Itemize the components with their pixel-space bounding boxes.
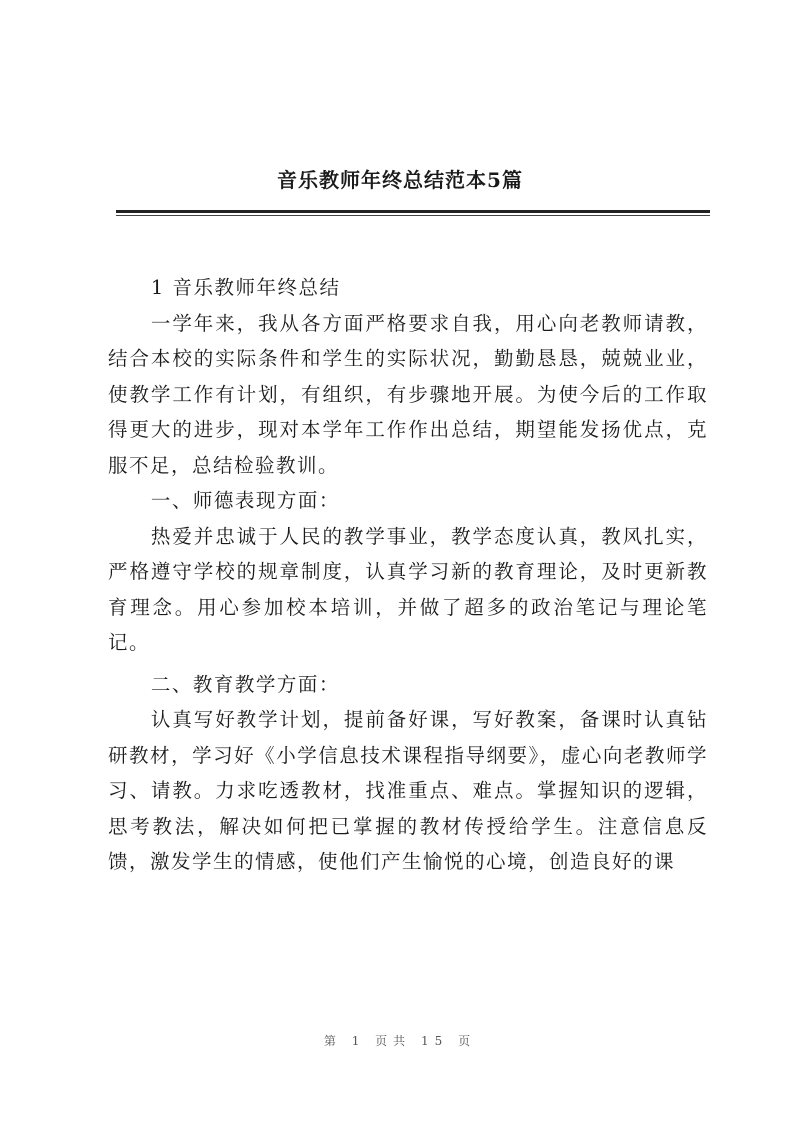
page-label-suffix: 页 xyxy=(458,1034,477,1048)
section-heading: 一、师德表现方面： xyxy=(150,489,340,512)
page-title: 音乐教师年终总结范本5篇 xyxy=(277,168,523,192)
title-divider xyxy=(116,210,710,213)
current-page-number: 1 xyxy=(351,1034,366,1048)
body-paragraph: 热爱并忠诚于人民的教学事业，教学态度认真，教风扎实，严格遵守学校的规章制度，认真学习新的教育理论，及时更新教育理念。用心参加校本培训，并做了超多的政治笔记与理论笔记。 xyxy=(108,524,708,654)
total-pages-number: 15 xyxy=(421,1034,449,1048)
section-heading: 1 音乐教师年终总结 xyxy=(150,276,341,299)
page-label-prefix: 第 xyxy=(323,1034,342,1048)
title-divider-thin xyxy=(116,215,710,216)
body-paragraph: 一学年来，我从各方面严格要求自我，用心向老教师请教，结合本校的实际条件和学生的实际状况，勤勤恳恳，兢兢业业，使教学工作有计划，有组织，有步骤地开展。为使今后的工作取得更大的进步，现对本学年工作作出总结，期望能发扬优点，克服不足，总结检验教训。 xyxy=(108,311,708,477)
page-footer xyxy=(0,1032,800,1049)
document-body xyxy=(108,270,708,880)
section-heading: 二、教育教学方面： xyxy=(150,672,340,696)
body-paragraph: 认真写好教学计划，提前备好课，写好教案，备课时认真钻研教材，学习好《小学信息技术课程指导纲要》，虚心向老教师学习、请教。力求吃透教材，找准重点、难点。掌握知识的逻辑，思考教法，解决如何把已掌握的教材传授给学生。注意信息反馈，激发学生的情感，使他们产生愉悦的心境，创造良好的课 xyxy=(108,708,708,873)
page-label-mid: 页共 xyxy=(375,1034,412,1048)
